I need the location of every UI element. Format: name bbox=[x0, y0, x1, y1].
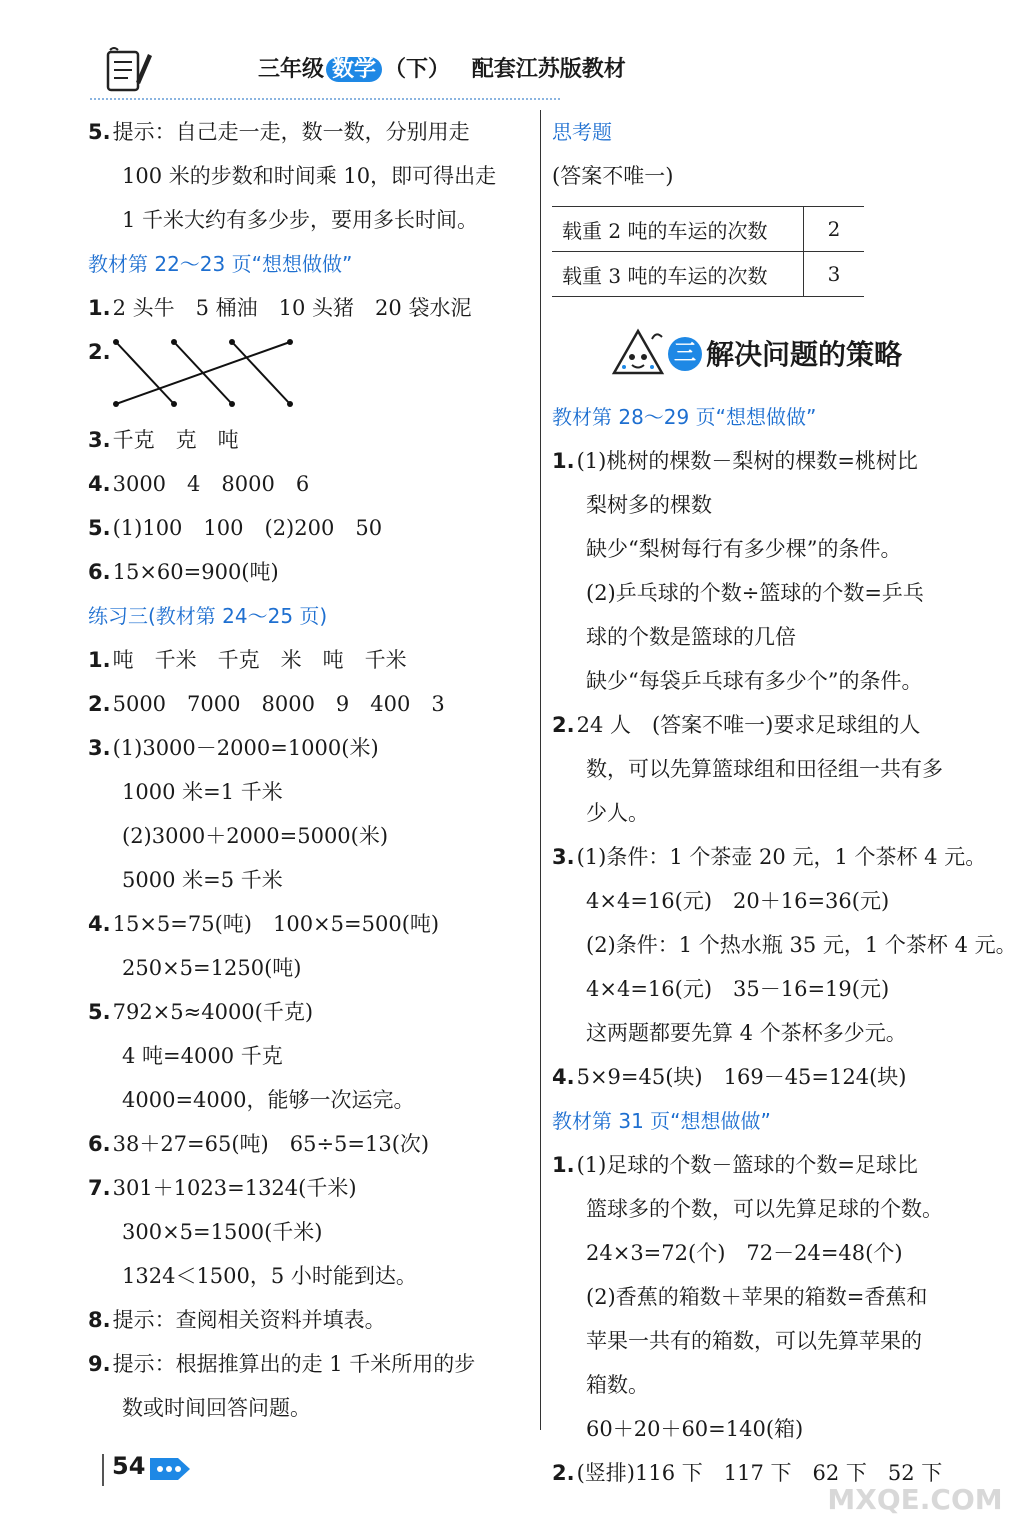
answer-line bbox=[552, 1363, 992, 1407]
answer-text: 1324＜1500，5 小时能到达。 bbox=[122, 1264, 417, 1288]
answer-text: 15×5=75(吨) 100×5=500(吨) bbox=[112, 912, 440, 936]
answer-line bbox=[88, 682, 528, 726]
answer-text: 4×4=16(元) 20＋16=36(元) bbox=[586, 889, 890, 913]
column-divider bbox=[540, 110, 541, 1430]
answer-text: 苹果一共有的箱数，可以先算苹果的 bbox=[586, 1329, 922, 1353]
chapter-heading bbox=[552, 315, 992, 395]
answer-text: 提示：根据推算出的走 1 千米所用的步 bbox=[112, 1352, 476, 1376]
chapter-number-badge: 三 bbox=[668, 337, 702, 371]
book-title bbox=[258, 52, 626, 83]
answer-line bbox=[552, 527, 992, 571]
answer-line bbox=[88, 462, 528, 506]
answer-line bbox=[552, 659, 992, 703]
question-number: 1. bbox=[552, 1153, 575, 1177]
arrow-dots-icon bbox=[148, 1456, 192, 1482]
answer-text: 数或时间回答问题。 bbox=[122, 1396, 311, 1420]
question-number: 9. bbox=[88, 1352, 111, 1376]
answer-line bbox=[88, 1342, 528, 1386]
answer-text: 4000=4000，能够一次运完。 bbox=[122, 1088, 415, 1112]
answer-text: 缺少“每袋乒乓球有多少个”的条件。 bbox=[586, 669, 923, 693]
answer-text: 1 千米大约有多少步，要用多长时间。 bbox=[122, 208, 479, 232]
answer-line bbox=[552, 923, 1017, 967]
table-cell-label: 载重 3 吨的车运的次数 bbox=[552, 252, 804, 297]
question-number: 3. bbox=[88, 736, 111, 760]
right-column bbox=[552, 110, 1017, 1495]
answer-text: 5×9=45(块) 169－45=124(块) bbox=[576, 1065, 907, 1089]
answer-text: 这两题都要先算 4 个茶杯多少元。 bbox=[586, 1021, 907, 1045]
think-title: 思考题 bbox=[552, 120, 612, 144]
answer-text: 301＋1023=1324(千米) bbox=[112, 1176, 357, 1200]
answer-line bbox=[552, 879, 992, 923]
answer-line bbox=[552, 439, 992, 483]
answer-text: 15×60=900(吨) bbox=[112, 560, 279, 584]
answer-text: 提示：查阅相关资料并填表。 bbox=[112, 1308, 386, 1332]
answer-line bbox=[88, 902, 528, 946]
answer-line bbox=[552, 1011, 992, 1055]
answer-text: (1)3000－2000=1000(米) bbox=[112, 736, 379, 760]
answer-text: (1)100 100 (2)200 50 bbox=[112, 516, 383, 540]
question-number: 1. bbox=[88, 296, 111, 320]
grade-label: 三年级 bbox=[258, 57, 325, 82]
answer-line bbox=[552, 615, 992, 659]
subject-label: 数学 bbox=[326, 57, 382, 82]
answer-line bbox=[88, 550, 528, 594]
answer-line bbox=[88, 946, 528, 990]
question-number: 4. bbox=[552, 1065, 575, 1089]
answer-text: 5000 米=5 千米 bbox=[122, 868, 283, 892]
match-dot bbox=[229, 339, 235, 345]
section-heading: 教材第 22～23 页“想想做做” bbox=[88, 252, 353, 276]
answer-line bbox=[88, 990, 528, 1034]
question-number: 8. bbox=[88, 1308, 111, 1332]
answer-line bbox=[88, 814, 528, 858]
answer-line bbox=[88, 198, 528, 242]
table-cell-value: 2 bbox=[804, 207, 865, 252]
page-header bbox=[90, 40, 626, 102]
answer-line bbox=[88, 110, 528, 154]
answer-line bbox=[552, 1055, 992, 1099]
table-row bbox=[552, 207, 864, 252]
answer-text: (2)香蕉的箱数＋苹果的箱数=香蕉和 bbox=[586, 1285, 928, 1309]
question-number: 2. bbox=[88, 340, 111, 364]
answer-text: (2)3000＋2000=5000(米) bbox=[122, 824, 389, 848]
answer-text: 300×5=1500(千米) bbox=[122, 1220, 323, 1244]
section-heading: 教材第 31 页“想想做做” bbox=[552, 1109, 771, 1133]
term-label: （下） bbox=[384, 57, 451, 82]
answer-text: 4×4=16(元) 35－16=19(元) bbox=[586, 977, 890, 1001]
answer-text: 38＋27=65(吨) 65÷5=13(次) bbox=[112, 1132, 430, 1156]
answer-line bbox=[552, 1231, 992, 1275]
matching-diagram bbox=[88, 330, 528, 418]
question-number: 6. bbox=[88, 560, 111, 584]
answer-text: 5000 7000 8000 9 400 3 bbox=[112, 692, 445, 716]
answer-line bbox=[88, 1122, 528, 1166]
answer-text: 1000 米=1 千米 bbox=[122, 780, 283, 804]
chapter-title: 解决问题的策略 bbox=[706, 338, 903, 371]
table-cell-value: 3 bbox=[804, 252, 865, 297]
answer-line bbox=[552, 747, 992, 791]
answer-line bbox=[552, 791, 992, 835]
table-row bbox=[552, 252, 864, 297]
section-heading: 练习三(教材第 24～25 页) bbox=[88, 604, 328, 628]
answer-text: 2 头牛 5 桶油 10 头猪 20 袋水泥 bbox=[112, 296, 472, 320]
answer-text: 梨树多的棵数 bbox=[586, 493, 712, 517]
answer-line bbox=[88, 638, 528, 682]
question-number: 2. bbox=[552, 713, 575, 737]
question-number: 6. bbox=[88, 1132, 111, 1156]
left-column bbox=[88, 110, 528, 1430]
matching-lines bbox=[108, 336, 298, 412]
answer-text: (1)条件：1 个茶壶 20 元，1 个茶杯 4 元。 bbox=[576, 845, 987, 869]
think-table bbox=[552, 206, 864, 297]
match-dot bbox=[171, 339, 177, 345]
question-number: 2. bbox=[88, 692, 111, 716]
answer-text: 球的个数是篮球的几倍 bbox=[586, 625, 796, 649]
question-number: 1. bbox=[88, 648, 111, 672]
answer-text: 4 吨=4000 千克 bbox=[122, 1044, 283, 1068]
table-cell-label: 载重 2 吨的车运的次数 bbox=[552, 207, 804, 252]
answer-line bbox=[88, 1254, 528, 1298]
edition-label: 配套江苏版教材 bbox=[471, 57, 626, 82]
answer-text: 100 米的步数和时间乘 10，即可得出走 bbox=[122, 164, 497, 188]
match-dot bbox=[171, 401, 177, 407]
question-number: 2. bbox=[552, 1461, 575, 1485]
section-heading: 教材第 28～29 页“想想做做” bbox=[552, 405, 817, 429]
answer-text: 缺少“梨树每行有多少棵”的条件。 bbox=[586, 537, 902, 561]
answer-line bbox=[552, 1187, 992, 1231]
answer-text: 篮球多的个数，可以先算足球的个数。 bbox=[586, 1197, 943, 1221]
answer-text: 少人。 bbox=[586, 801, 649, 825]
answer-line bbox=[88, 1166, 528, 1210]
footer-bar bbox=[102, 1454, 104, 1486]
answer-line bbox=[88, 1386, 528, 1430]
answer-text: 792×5≈4000(千克) bbox=[112, 1000, 314, 1024]
question-number: 1. bbox=[552, 449, 575, 473]
answer-text: (1)桃树的棵数－梨树的棵数=桃树比 bbox=[576, 449, 918, 473]
answer-text: (2)乒乓球的个数÷篮球的个数=乒乓 bbox=[586, 581, 924, 605]
page-number: 54 bbox=[112, 1452, 146, 1480]
question-number: 3. bbox=[88, 428, 111, 452]
watermark-text: MXQE.COM bbox=[827, 1483, 1003, 1516]
right-answer-list bbox=[552, 395, 1017, 1495]
answer-line bbox=[552, 703, 992, 747]
match-line bbox=[116, 342, 290, 404]
notebook-pencil-icon bbox=[102, 44, 154, 96]
answer-text: (竖排)116 下 117 下 62 下 52 下 bbox=[576, 1461, 943, 1485]
answer-line bbox=[88, 1034, 528, 1078]
question-number: 4. bbox=[88, 472, 111, 496]
answer-text: 3000 4 8000 6 bbox=[112, 472, 310, 496]
answer-line bbox=[552, 571, 992, 615]
answer-line bbox=[552, 967, 992, 1011]
answer-line bbox=[88, 418, 528, 462]
answer-text: 24 人 (答案不唯一)要求足球组的人 bbox=[576, 713, 921, 737]
match-dot bbox=[113, 401, 119, 407]
answer-line bbox=[552, 1319, 992, 1363]
answer-line bbox=[552, 1275, 992, 1319]
answer-line bbox=[552, 483, 992, 527]
answer-line bbox=[88, 770, 528, 814]
answer-text: (2)条件：1 个热水瓶 35 元，1 个茶杯 4 元。 bbox=[586, 933, 1017, 957]
answer-line bbox=[88, 1078, 528, 1122]
watermark bbox=[820, 1426, 1010, 1516]
mascot-icon bbox=[608, 325, 668, 381]
answer-line bbox=[88, 858, 528, 902]
question-number: 3. bbox=[552, 845, 575, 869]
answer-text: 吨 千米 千克 米 吨 千米 bbox=[112, 648, 407, 672]
match-dot bbox=[229, 401, 235, 407]
question-number: 5. bbox=[88, 516, 111, 540]
match-dot bbox=[287, 339, 293, 345]
answer-line bbox=[88, 1298, 528, 1342]
answer-text: (1)足球的个数－篮球的个数=足球比 bbox=[576, 1153, 918, 1177]
answer-line bbox=[88, 506, 528, 550]
answer-text: 60＋20＋60=140(箱) bbox=[586, 1417, 804, 1441]
answer-text: 24×3=72(个) 72－24=48(个) bbox=[586, 1241, 903, 1265]
match-dot bbox=[113, 339, 119, 345]
question-number: 5. bbox=[88, 120, 111, 144]
header-dotted-rule bbox=[90, 98, 560, 100]
answer-line bbox=[88, 726, 528, 770]
answer-line bbox=[88, 286, 528, 330]
question-number: 4. bbox=[88, 912, 111, 936]
answer-text: 箱数。 bbox=[586, 1373, 649, 1397]
answer-line bbox=[88, 1210, 528, 1254]
answer-line bbox=[552, 835, 992, 879]
answer-line bbox=[88, 154, 528, 198]
answer-text: 提示：自己走一走，数一数，分别用走 bbox=[112, 120, 470, 144]
answer-text: 250×5=1250(吨) bbox=[122, 956, 302, 980]
answer-text: 数，可以先算篮球组和田径组一共有多 bbox=[586, 757, 943, 781]
question-number: 7. bbox=[88, 1176, 111, 1200]
match-dot bbox=[287, 401, 293, 407]
question-number: 5. bbox=[88, 1000, 111, 1024]
answer-line bbox=[552, 1143, 992, 1187]
think-note: (答案不唯一) bbox=[552, 164, 674, 188]
answer-text: 千克 克 吨 bbox=[112, 428, 239, 452]
